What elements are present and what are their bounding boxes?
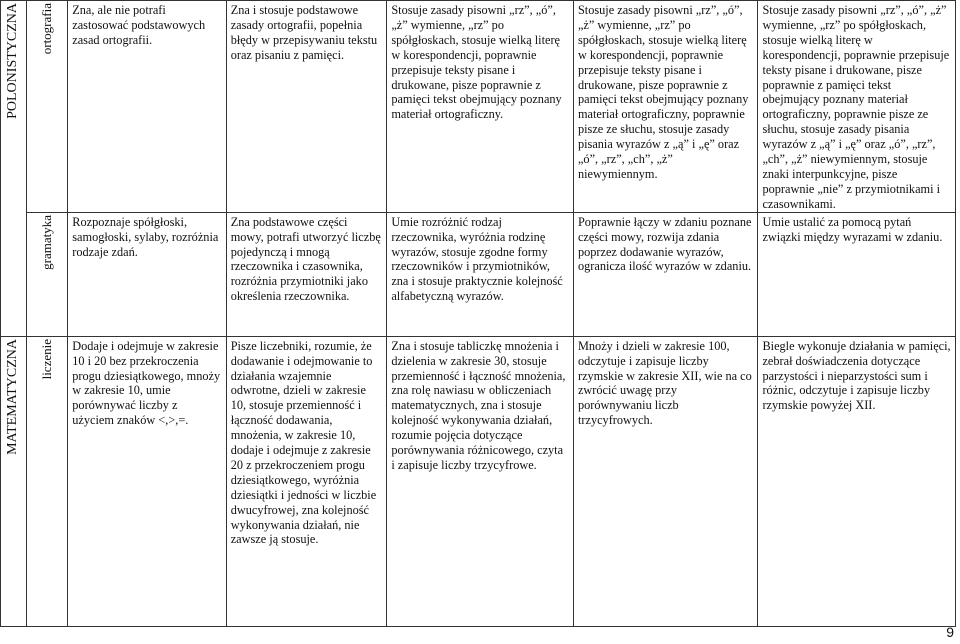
- table-cell: Biegle wykonuje działania w pamięci, zebrał doświadczenia dotyczące parzystości i nieparzystości sum i różnic, odczytuje i zapisuje liczby rzymskie powyżej XII.: [758, 336, 956, 626]
- subject-label-gramatyka: gramatyka: [38, 214, 54, 270]
- table-row-ortografia: [1, 1, 956, 213]
- table-cell: Poprawnie łączy w zdaniu poznane części mowy, rozwija zdania poprzez dodawanie wyrazów, ogranicza ilość wyrazów w zdaniu.: [573, 212, 757, 336]
- table-cell: Mnoży i dzieli w zakresie 100, odczytuje i zapisuje liczby rzymskie w zakresie XII, wie na co zwrócić uwagę przy porównywaniu liczb trzycyfrowych.: [573, 336, 757, 626]
- area-cell-polonistyczna: [1, 1, 27, 337]
- table-cell: Stosuje zasady pisowni „rz”, „ó”, „ż” wymienne, „rz” po spółgłoskach, stosuje wielką literę w korespondencji, poprawnie przepisuje teksty pisane i drukowane, pisze poprawnie z pamięci tekst obejmujący poznany materiał ortograficzny.: [387, 1, 574, 213]
- table-row-liczenie: [1, 336, 956, 626]
- table-cell: Pisze liczebniki, rozumie, że dodawanie i odejmowanie to działania wzajemnie odwrotne, dzieli w zakresie 10, stosuje przemienność i łączność dodawania, mnożenia, w zakresie 10, dodaje i odejmuje z zakresie 20 z przekroczeniem progu dziesiątkowego, wyróżnia dziesiątki i jedności w liczbie dwucyfrowej, zna kolejność wykonywania działań, nie zawsze ją stosuje.: [226, 336, 387, 626]
- table-cell: Stosuje zasady pisowni „rz”, „ó”, „ż” wymienne, „rz” po spółgłoskach, stosuje wielką literę w korespondencji, poprawnie przepisuje teksty pisane i drukowane, pisze poprawnie z pamięci tekst obejmujący poznany materiał ortograficzny, poprawnie pisze ze słuchu, stosuje zasady pisania wyrazów z „ą” i „ę” oraz „ó”, „rz”, „ch”, „ż” niewymiennym.: [573, 1, 757, 213]
- table-cell: Stosuje zasady pisowni „rz”, „ó”, „ż” wymienne, „rz” po spółgłoskach, stosuje wielką literę w korespondencji, poprawnie przepisuje teksty pisane i drukowane, pisze poprawnie z pamięci tekst obejmujący poznany materiał ortograficzny, poprawnie pisze ze słuchu, stosuje zasady pisania wyrazów z „ą” i „ę” oraz „ó”, „rz”, „ch”, „ż” niewymiennym, stosuje znaki interpunkcyjne, pisze poprawnie „nie” z przymiotnikami i czasownikami.: [758, 1, 956, 213]
- table-cell: Zna i stosuje tabliczkę mnożenia i dzielenia w zakresie 30, stosuje przemienność i łączność mnożenia, zna rolę nawiasu w obliczeniach matematycznych, zna i stosuje kolejność wykonywania działań, rozumie pojęcia dotyczące porównywania różnicowego, czyta i zapisuje liczby trzycyfrowe.: [387, 336, 574, 626]
- table-row-gramatyka: [1, 212, 956, 336]
- area-label-polonistyczna: POLONISTYCZNA: [5, 3, 21, 119]
- subject-label-liczenie: liczenie: [38, 338, 54, 380]
- subject-cell-ortografia: [27, 1, 68, 213]
- table-cell: Zna i stosuje podstawowe zasady ortografii, popełnia błędy w przepisywaniu tekstu oraz pisaniu z pamięci.: [226, 1, 387, 213]
- table-cell: Zna podstawowe części mowy, potrafi utworzyć liczbę pojedynczą i mnogą rzeczownika i czasownika, rozróżnia przymiotniki jako określenia rzeczownika.: [226, 212, 387, 336]
- table-cell: Umie ustalić za pomocą pytań związki między wyrazami w zdaniu.: [758, 212, 956, 336]
- page-number: 9: [946, 624, 954, 640]
- area-label-matematyczna: MATEMATYCZNA: [5, 338, 21, 455]
- subject-cell-gramatyka: [27, 212, 68, 336]
- table-cell: Dodaje i odejmuje w zakresie 10 i 20 bez przekroczenia progu dziesiątkowego, mnoży w zakresie 10, umie porównywać liczby z użyciem znaków <,>,=.: [68, 336, 226, 626]
- table-cell: Zna, ale nie potrafi zastosować podstawowych zasad ortografii.: [68, 1, 226, 213]
- table-cell: Umie rozróżnić rodzaj rzeczownika, wyróżnia rodzinę wyrazów, stosuje zgodne formy rzeczowników i przymiotników, zna i stosuje praktycznie kolejność alfabetyczną wyrazów.: [387, 212, 574, 336]
- subject-cell-liczenie: [27, 336, 68, 626]
- subject-label-ortografia: ortografia: [38, 3, 54, 55]
- area-cell-matematyczna: [1, 336, 27, 626]
- table-cell: Rozpoznaje spółgłoski, samogłoski, sylaby, rozróżnia rodzaje zdań.: [68, 212, 226, 336]
